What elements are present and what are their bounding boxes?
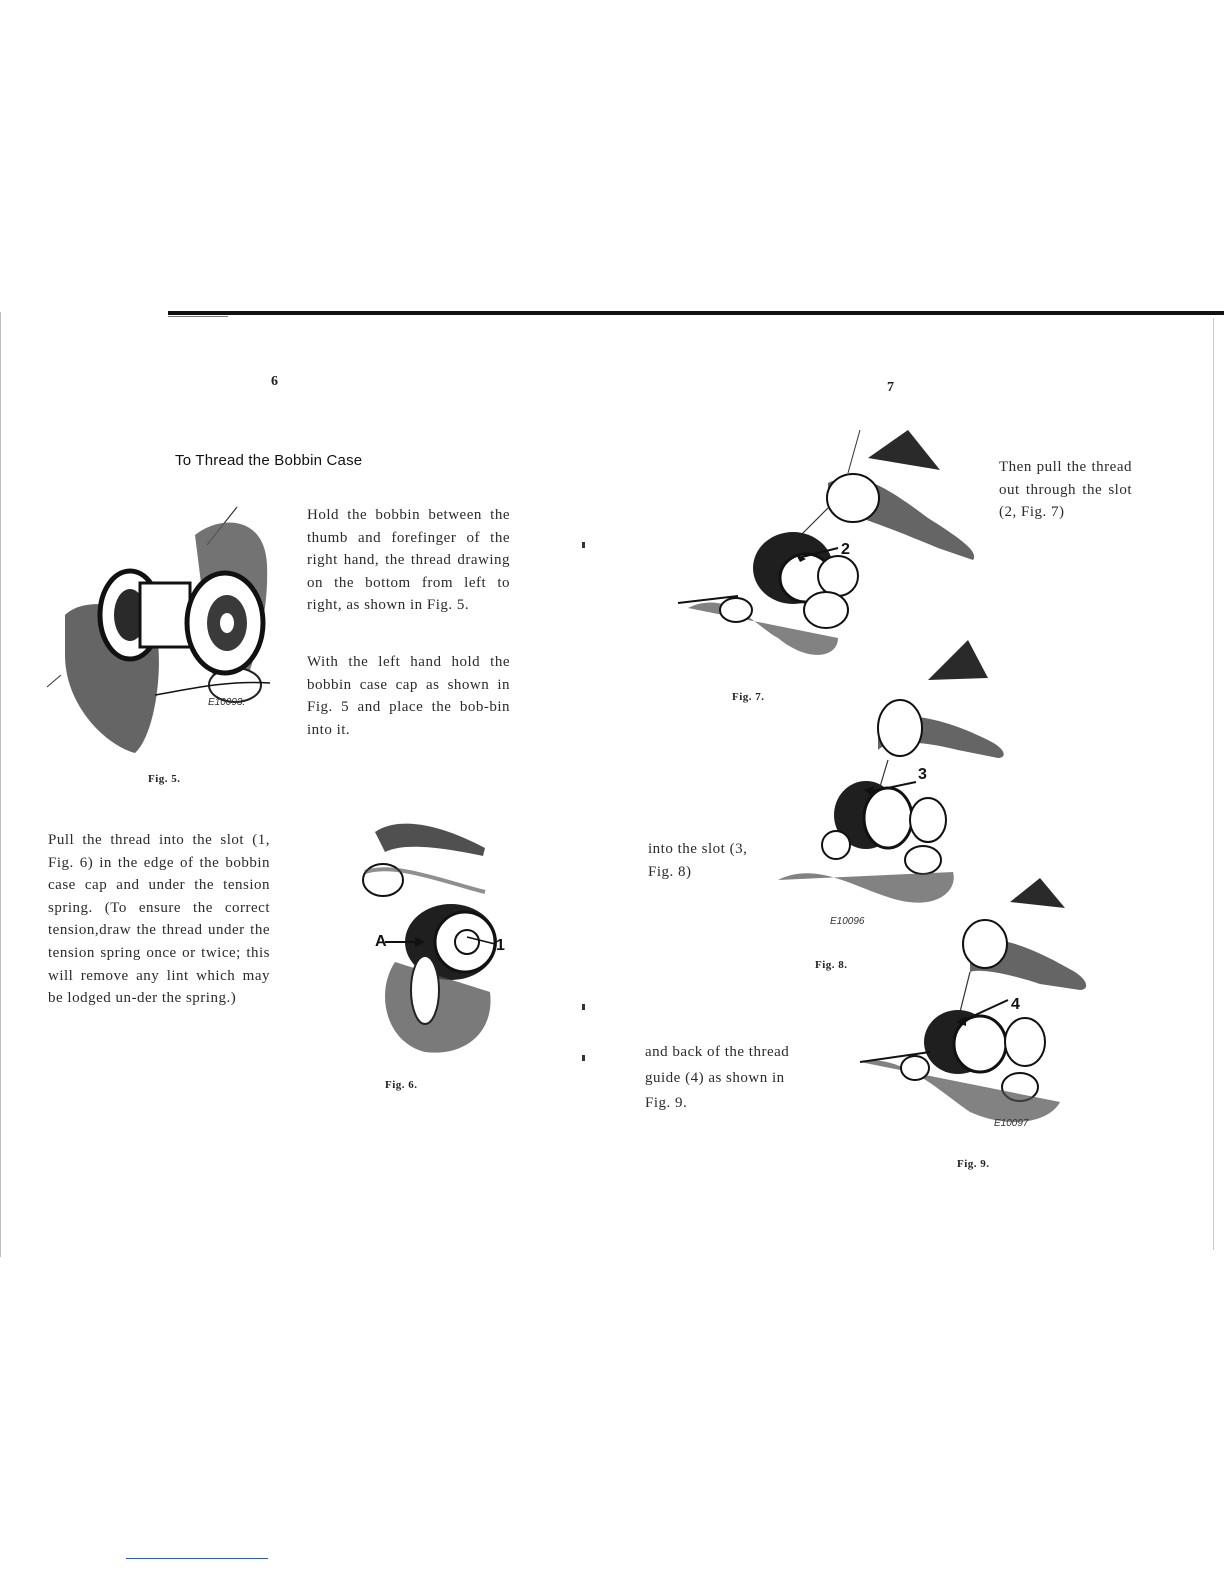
paragraph-then-pull: Then pull the thread out through the slot (2, Fig. 7) (999, 459, 1132, 521)
fig7-label-2: 2 (841, 541, 850, 558)
paragraph-back-guide: and back of the thread guide (4) as shown in Fig. 9. (645, 1044, 790, 1111)
scan-left-edge (0, 312, 1, 1257)
fig6-illustration (355, 812, 515, 1057)
page-top-rule-accent (168, 316, 228, 317)
fig5-illustration (45, 505, 277, 755)
page-top-rule (168, 311, 1224, 315)
scan-right-edge (1213, 318, 1214, 1250)
paragraph-pull-thread: Pull the thread into the slot (1, Fig. 6) in the edge of the bobbin case cap and under the tension spring. (To ensure the correct tension,draw the thread under the tension spring once or twice; this will remove any lint which may be lodged un-der the spring.) (48, 832, 270, 1007)
fig9-code: E10097 (994, 1118, 1029, 1129)
fig8-caption: Fig. 8. (815, 959, 848, 971)
fig5-caption: Fig. 5. (148, 773, 181, 785)
paragraph-hold-bobbin: Hold the bobbin between the thumb and forefinger of the right hand, the thread drawing on the bottom from left to right, as shown in Fig. 5. (307, 507, 510, 614)
fig9-label-4: 4 (1011, 996, 1020, 1013)
gutter-speck (582, 1004, 585, 1010)
gutter-speck (582, 542, 585, 548)
fig8-code: E10096 (830, 916, 865, 927)
fig5-code: E10093. (208, 697, 246, 708)
fig6-caption: Fig. 6. (385, 1079, 418, 1091)
fig6-label-a: A (375, 933, 387, 950)
fig9-illustration (860, 872, 1095, 1137)
fig6-label-1: 1 (496, 937, 505, 954)
fig8-label-3: 3 (918, 766, 927, 783)
gutter-speck (582, 1055, 585, 1061)
fig7-caption: Fig. 7. (732, 691, 765, 703)
left-page-number: 6 (271, 374, 278, 389)
right-page-number: 7 (887, 380, 894, 395)
fig7-illustration (678, 428, 978, 673)
paragraph-left-hand: With the left hand hold the bobbin case cap as shown in Fig. 5 and place the bob-bin into it. (307, 654, 510, 738)
section-heading: To Thread the Bobbin Case (175, 452, 363, 469)
paragraph-into-slot: into the slot (3, Fig. 8) (648, 841, 748, 880)
bottom-link-underline[interactable] (126, 1558, 268, 1559)
fig9-caption: Fig. 9. (957, 1158, 990, 1170)
